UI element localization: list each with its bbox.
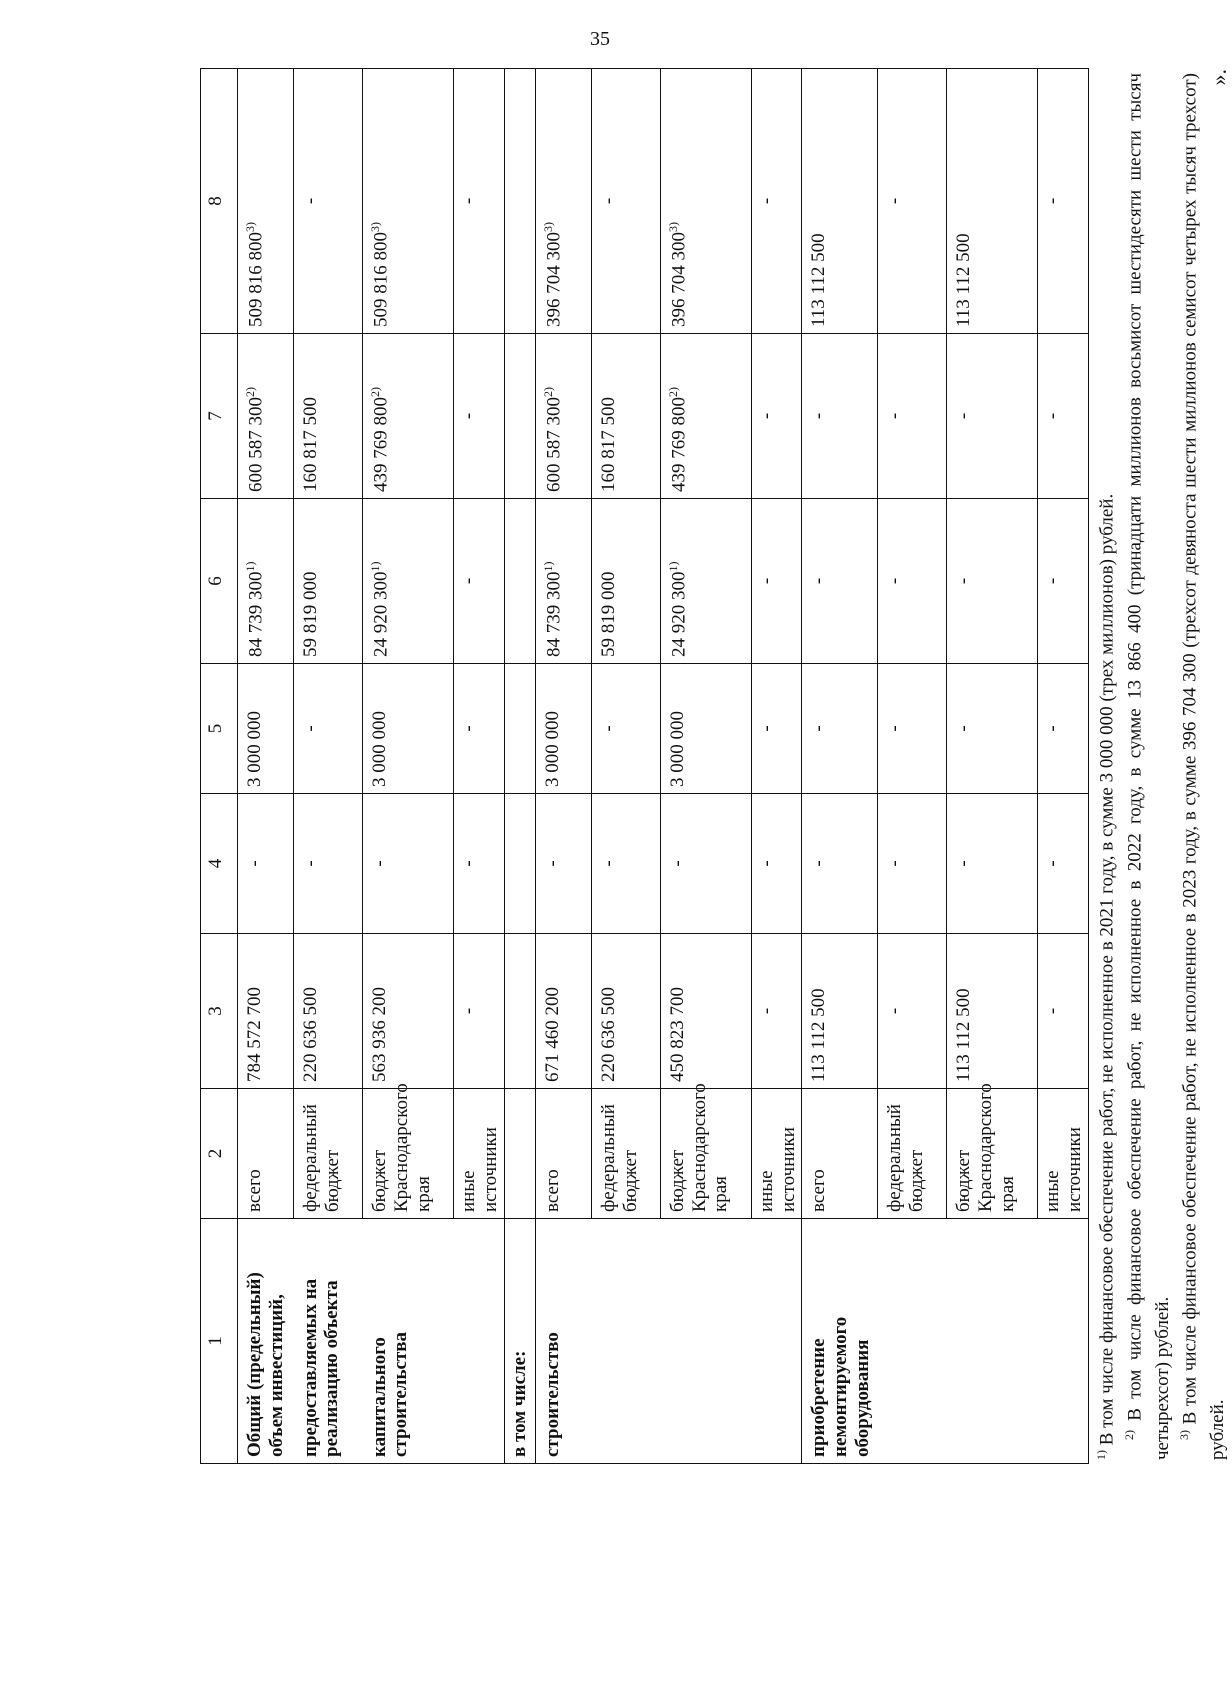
- cell-value: 84 739 300: [543, 571, 565, 657]
- table-cell-col2: [363, 1083, 454, 1219]
- cell-value: -: [884, 725, 906, 732]
- table-cell-col1: [1038, 1219, 1089, 1464]
- cell-value: 84 739 300: [245, 571, 267, 657]
- table-cell-col2: [535, 1089, 591, 1219]
- rotated-content: [200, 69, 1231, 1464]
- cell-value: -: [458, 1007, 479, 1015]
- cell-value: -: [953, 860, 975, 867]
- table-row: [878, 69, 947, 1464]
- footnote-mark: 2): [243, 387, 257, 397]
- cell-value: 396 704 300: [543, 232, 565, 327]
- cell-value: -: [953, 577, 975, 585]
- cell-value: 24 920 300: [668, 571, 690, 657]
- table-cell-col5: [751, 664, 802, 794]
- cell-value: федеральный бюджет: [597, 1104, 641, 1212]
- cell-value: -: [369, 860, 390, 867]
- table-cell-col5: [591, 664, 660, 794]
- cell-value: всего: [244, 1169, 265, 1212]
- table-cell-col5: [535, 664, 591, 794]
- header-cell: 7: [201, 334, 238, 499]
- cell-value: 113 112 500: [953, 233, 975, 327]
- table-cell-col7: [660, 334, 751, 499]
- cell-value: -: [1042, 197, 1064, 205]
- cell-value: -: [755, 725, 777, 732]
- cell-value: федеральный бюджет: [884, 1104, 928, 1212]
- table-cell-col7: [878, 334, 947, 499]
- cell-value: -: [458, 197, 479, 205]
- table-row: [363, 69, 454, 1464]
- footnote-mark: 2): [1121, 1430, 1136, 1440]
- footnote-2: [1121, 73, 1176, 1460]
- footnote-mark: 2): [665, 387, 680, 397]
- footnote-mark: 1): [540, 561, 555, 572]
- closing-quote: ».: [1205, 69, 1231, 86]
- cell-value: 160 817 500: [300, 397, 321, 492]
- footnote-mark: 1): [665, 561, 680, 572]
- cell-value: -: [458, 577, 479, 585]
- header-row: [201, 69, 238, 1464]
- cell-value: 113 112 500: [808, 988, 830, 1082]
- cell-value: -: [808, 577, 830, 585]
- cell-value: иные источники: [458, 1127, 501, 1212]
- table-row: [238, 69, 294, 1464]
- cell-value: -: [597, 725, 619, 732]
- cell-value: -: [808, 860, 830, 867]
- table-cell-col3: [535, 934, 591, 1089]
- cell-value: 509 816 800: [245, 232, 267, 327]
- table-cell-col2: [454, 1089, 505, 1219]
- cell-value: -: [755, 577, 777, 585]
- cell-value: -: [755, 1007, 777, 1015]
- investment-table: [200, 68, 1089, 1464]
- cell-value: капитального строительства: [368, 1331, 412, 1457]
- cell-value: -: [1042, 1007, 1064, 1015]
- header-cell: 8: [201, 69, 238, 334]
- table-cell-col4: [454, 794, 505, 934]
- footnote-mark: 3): [1177, 1430, 1192, 1440]
- cell-value: -: [1042, 860, 1064, 867]
- cell-value: -: [884, 577, 906, 585]
- cell-value: 509 816 800: [370, 232, 392, 327]
- table-cell-col4: [504, 794, 535, 934]
- cell-value: 600 587 300: [543, 397, 565, 492]
- table-cell-col3: [660, 934, 751, 1089]
- cell-value: 600 587 300: [245, 397, 267, 492]
- table-cell-col2: [504, 1089, 535, 1219]
- footnote-mark: 3): [665, 222, 680, 232]
- footnote-text: В том числе финансовое обеспечение работ, не исполненное в 2023 году, в сумме 396 704 300 (трехсот девяноста шести миллионов семисот четырех тысяч трехсот) рублей.: [1179, 73, 1229, 1460]
- table-cell-col8: [535, 69, 591, 334]
- table-cell-col1: [363, 1219, 454, 1464]
- table-cell-col1: [238, 1219, 294, 1464]
- footnotes: [1089, 69, 1232, 1464]
- table-cell-col7: [535, 334, 591, 499]
- table-cell-col1: [660, 1219, 751, 1464]
- cell-value: предоставляемых на реализацию объекта: [299, 1278, 343, 1457]
- table-cell-col4: [535, 794, 591, 934]
- footnote-mark: 3): [368, 222, 382, 232]
- cell-value: -: [244, 860, 265, 867]
- table-cell-col8: [454, 69, 505, 334]
- footnote-1: [1093, 73, 1121, 1460]
- header-cell: 4: [201, 794, 238, 934]
- table-cell-col8: [591, 69, 660, 334]
- cell-value: -: [1042, 412, 1064, 420]
- table-cell-col3: [504, 934, 535, 1089]
- cell-value: Общий (предельный) объем инвестиций,: [244, 1272, 287, 1457]
- table-cell-col2: [591, 1089, 660, 1219]
- footnote-mark: 2): [540, 387, 555, 397]
- cell-value: 220 636 500: [597, 987, 619, 1082]
- footnote-mark: 1): [1094, 1450, 1109, 1460]
- table-cell-col7: [591, 334, 660, 499]
- table-cell-col3: [802, 934, 878, 1089]
- table-cell-col6: [1038, 499, 1089, 664]
- table-row: [660, 69, 751, 1464]
- footnote-text: В том числе финансовое обеспечение работ, не исполненное в 2022 году, в сумме 13 866 400 (тринадцати миллионов восьмисот шестидесяти шести тысяч четырехсот) рублей.: [1124, 73, 1173, 1460]
- cell-value: 396 704 300: [668, 232, 690, 327]
- table-row: [751, 69, 802, 1464]
- cell-value: -: [808, 412, 830, 420]
- table-cell-col6: [660, 499, 751, 664]
- table-cell-col5: [504, 664, 535, 794]
- footnote-mark: 3): [540, 222, 555, 232]
- cell-value: 3 000 000: [666, 711, 688, 787]
- table-cell-col3: [238, 934, 294, 1089]
- cell-value: 113 112 500: [953, 988, 975, 1082]
- cell-value: всего: [541, 1169, 563, 1212]
- table-row: [535, 69, 591, 1464]
- table-cell-col7: [294, 334, 363, 499]
- table-cell-col8: [660, 69, 751, 334]
- footnote-mark: 1): [243, 561, 257, 572]
- table-cell-col5: [238, 664, 294, 794]
- cell-value: всего: [808, 1169, 830, 1212]
- table-cell-col3: [947, 934, 1038, 1089]
- table-row: [802, 69, 878, 1464]
- cell-value: 220 636 500: [300, 987, 321, 1082]
- cell-value: 3 000 000: [369, 711, 390, 787]
- cell-value: -: [884, 197, 906, 205]
- table-cell-col4: [660, 794, 751, 934]
- table-cell-col1: [878, 1219, 947, 1464]
- table-cell-col7: [802, 334, 878, 499]
- table-cell-col3: [1038, 934, 1089, 1089]
- cell-value: 113 112 500: [808, 233, 830, 327]
- cell-value: 3 000 000: [244, 711, 265, 787]
- cell-value: -: [597, 860, 619, 867]
- table-cell-col2: [238, 1089, 294, 1219]
- table-cell-col5: [878, 664, 947, 794]
- header-cell: 2: [201, 1089, 238, 1219]
- table-cell-col8: [238, 69, 294, 334]
- table-cell-col1: [751, 1219, 802, 1464]
- table-cell-col2: [947, 1083, 1038, 1219]
- footnote-mark: 3): [243, 222, 257, 232]
- cell-value: -: [300, 197, 321, 205]
- cell-value: -: [300, 860, 321, 867]
- table-cell-col3: [751, 934, 802, 1089]
- cell-value: бюджет Краснодарского края: [369, 1083, 434, 1212]
- cell-value: 3 000 000: [541, 711, 563, 787]
- table-row: [294, 69, 363, 1464]
- table-cell-col7: [751, 334, 802, 499]
- table-cell-col6: [294, 499, 363, 664]
- cell-value: -: [1042, 577, 1064, 585]
- table-cell-col1: [591, 1219, 660, 1464]
- page-number: 35: [590, 28, 610, 50]
- cell-value: -: [884, 860, 906, 867]
- cell-value: -: [884, 1007, 906, 1015]
- table-cell-col1: [947, 1219, 1038, 1464]
- cell-value: иные источники: [1042, 1127, 1086, 1212]
- table-cell-col1: [802, 1219, 878, 1464]
- header-cell: 5: [201, 664, 238, 794]
- table-cell-col2: [802, 1089, 878, 1219]
- table-cell-col4: [947, 794, 1038, 934]
- table-row: [454, 69, 505, 1464]
- table-cell-col7: [454, 334, 505, 499]
- cell-value: -: [458, 725, 479, 732]
- cell-value: -: [953, 725, 975, 732]
- cell-value: 59 819 000: [300, 571, 321, 657]
- table-row: [1038, 69, 1089, 1464]
- table-cell-col4: [238, 794, 294, 934]
- table-cell-col3: [591, 934, 660, 1089]
- cell-value: 24 920 300: [370, 571, 392, 657]
- table-cell-col3: [363, 934, 454, 1089]
- table-cell-col6: [363, 499, 454, 664]
- table-cell-col6: [238, 499, 294, 664]
- table-cell-col1: [294, 1219, 363, 1464]
- cell-value: -: [953, 412, 975, 420]
- table-cell-col6: [751, 499, 802, 664]
- table-cell-col6: [591, 499, 660, 664]
- table-cell-col5: [1038, 664, 1089, 794]
- table-cell-col5: [363, 664, 454, 794]
- table-cell-col4: [802, 794, 878, 934]
- table-cell-col5: [294, 664, 363, 794]
- footnote-text: В том числе финансовое обеспечение работ, не исполненное в 2021 году, в сумме 3 000 000 (трех миллионов) рублей.: [1096, 493, 1118, 1450]
- table-row: [947, 69, 1038, 1464]
- cell-value: бюджет Краснодарского края: [953, 1083, 1019, 1212]
- table-cell-col5: [802, 664, 878, 794]
- table-cell-col4: [751, 794, 802, 934]
- cell-value: федеральный бюджет: [300, 1104, 343, 1212]
- cell-value: 439 769 800: [668, 397, 690, 492]
- table-cell-col5: [454, 664, 505, 794]
- cell-value: -: [597, 197, 619, 205]
- table-cell-col1: [504, 1219, 535, 1464]
- cell-value: -: [755, 197, 777, 205]
- table-cell-col2: [1038, 1089, 1089, 1219]
- cell-value: строительство: [541, 1332, 563, 1457]
- table-cell-col7: [238, 334, 294, 499]
- table-cell-col8: [947, 69, 1038, 334]
- cell-value: 59 819 000: [597, 571, 619, 657]
- header-cell: 3: [201, 934, 238, 1089]
- table-cell-col1: [535, 1219, 591, 1464]
- table-cell-col3: [294, 934, 363, 1089]
- table-cell-col6: [947, 499, 1038, 664]
- footnote-mark: 1): [368, 561, 382, 572]
- table-cell-col4: [1038, 794, 1089, 934]
- cell-value: -: [755, 860, 777, 867]
- table-cell-col4: [294, 794, 363, 934]
- table-cell-col6: [535, 499, 591, 664]
- table-cell-col8: [751, 69, 802, 334]
- table-cell-col3: [878, 934, 947, 1089]
- table-cell-col2: [751, 1089, 802, 1219]
- table-cell-col2: [660, 1083, 751, 1219]
- table-cell-col7: [504, 334, 535, 499]
- cell-value: 439 769 800: [370, 397, 392, 492]
- footnote-mark: 2): [368, 387, 382, 397]
- table-row: [591, 69, 660, 1464]
- table-cell-col2: [878, 1089, 947, 1219]
- cell-value: в том числе:: [508, 1350, 530, 1457]
- header-cell: 1: [201, 1219, 238, 1464]
- header-cell: 6: [201, 499, 238, 664]
- cell-value: -: [808, 725, 830, 732]
- table-cell-col5: [660, 664, 751, 794]
- cell-value: -: [458, 860, 479, 867]
- cell-value: -: [1042, 725, 1064, 732]
- cell-value: -: [541, 860, 563, 867]
- footnote-3: [1176, 73, 1231, 1460]
- cell-value: бюджет Краснодарского края: [666, 1083, 732, 1212]
- cell-value: 160 817 500: [597, 397, 619, 492]
- table-cell-col7: [363, 334, 454, 499]
- table-cell-col6: [878, 499, 947, 664]
- table-cell-col8: [294, 69, 363, 334]
- table-cell-col8: [363, 69, 454, 334]
- table-cell-col4: [878, 794, 947, 934]
- table-cell-col8: [504, 69, 535, 334]
- table-cell-col6: [454, 499, 505, 664]
- table-cell-col8: [878, 69, 947, 334]
- cell-value: приобретение немонтируемого оборудования: [808, 1316, 874, 1457]
- cell-value: 671 460 200: [541, 987, 563, 1082]
- cell-value: -: [458, 412, 479, 420]
- cell-value: -: [755, 412, 777, 420]
- cell-value: -: [300, 725, 321, 732]
- table-cell-col8: [802, 69, 878, 334]
- table-cell-col3: [454, 934, 505, 1089]
- table-cell-col1: [454, 1219, 505, 1464]
- table-cell-col4: [363, 794, 454, 934]
- table-cell-col6: [504, 499, 535, 664]
- table-cell-col8: [1038, 69, 1089, 334]
- table-cell-col5: [947, 664, 1038, 794]
- table-cell-col7: [1038, 334, 1089, 499]
- table-cell-col7: [947, 334, 1038, 499]
- cell-value: 450 823 700: [666, 987, 688, 1082]
- cell-value: -: [884, 412, 906, 420]
- cell-value: иные источники: [755, 1127, 799, 1212]
- table-row: [504, 69, 535, 1464]
- table-cell-col4: [591, 794, 660, 934]
- cell-value: 563 936 200: [369, 987, 390, 1082]
- cell-value: -: [666, 860, 688, 867]
- table-cell-col6: [802, 499, 878, 664]
- cell-value: 784 572 700: [244, 987, 265, 1082]
- table-cell-col2: [294, 1089, 363, 1219]
